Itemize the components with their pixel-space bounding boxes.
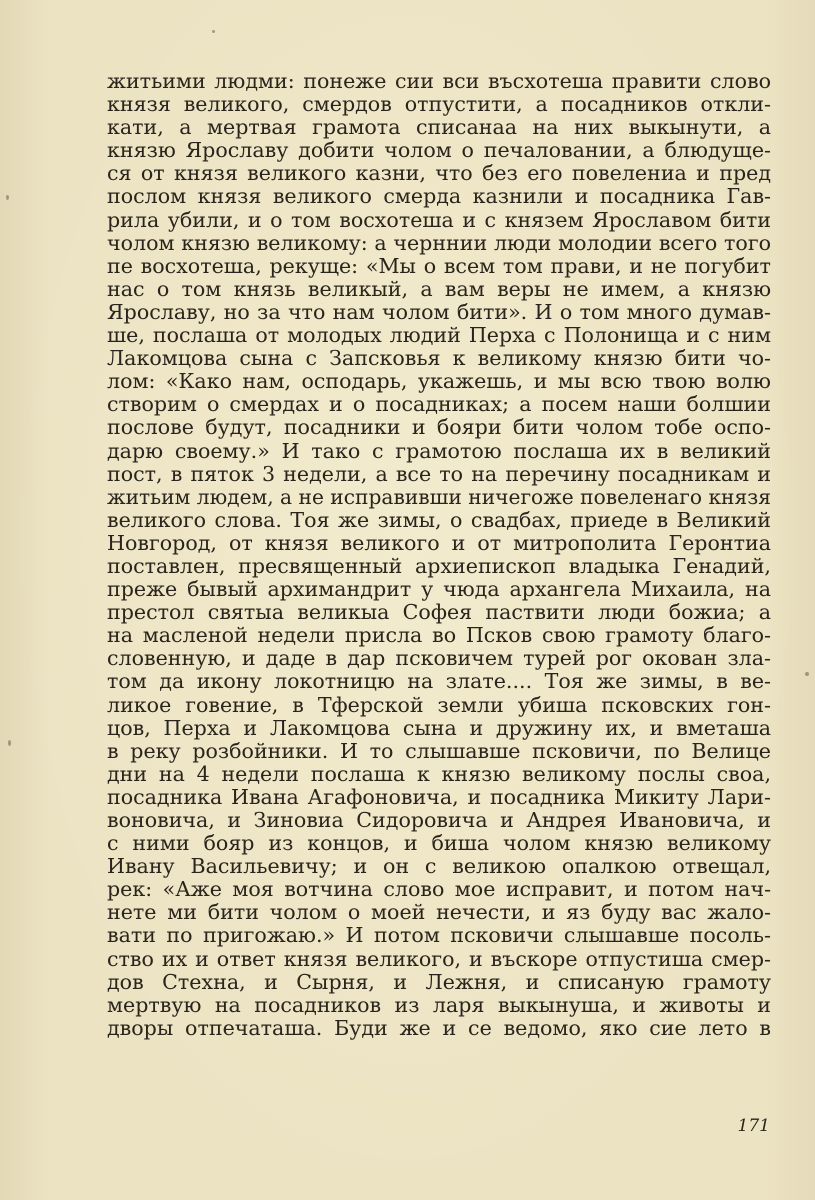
text-line: ся от князя великого казни, что без его повелениа и пред [107,161,772,186]
text-line: Ярославу, но за что нам чолом бити». И о том много думав- [107,299,771,324]
text-line: рек: «Аже моя вотчина слово мое исправит, и потом нач- [107,877,772,902]
text-line: вати по пригожаю.» И потом псковичи слышавше посоль- [107,923,771,948]
text-line: ство их и ответ князя великого, и въскоре отпустиша смер- [107,946,771,971]
text-line: дарю своему.» И тако с грамотою послаша их в великий [107,438,771,463]
text-line: Ивану Васильевичу; и он с великою опалкою отвещал, [107,854,772,879]
text-line: князю Ярославу добити чолом о печаловании, а блюдуще- [107,138,771,163]
text-line: ликое говение, в Тферской земли убиша псковских гон- [107,692,771,717]
text-line: с ними бояр из концов, и биша чолом князю великому [107,831,772,856]
paper-speck [805,672,809,676]
text-line: лом: «Како нам, осподарь, укажешь, и мы всю твою волю [107,369,771,394]
text-line: князя великого, смердов отпустити, а посадников откли- [107,92,771,117]
page-body-text [107,70,771,1040]
text-line: в реку розбойники. И то слышавше псковичи, по Велице [107,738,771,763]
text-line: мертвую на посадников из ларя выкынуша, и животы и [107,992,771,1017]
text-line: пе восхотеша, рекуще: «Мы о всем том прави, и не погубит [107,253,771,278]
text-line: том да икону локотницю на злате.... Тоя же зимы, в ве- [107,669,771,694]
text-line: Лакомцова сына с Запсковья к великому князю бити чо- [107,346,772,371]
text-line: рила убили, и о том восхотеша и с князем Ярославом бити [107,207,771,232]
text-line: великого слова. Тоя же зимы, о свадбах, приеде в Великий [107,507,771,532]
text-line: поставлен, пресвященный архиепископ владыка Генадий, [107,553,771,578]
text-line: пост, в пяток 3 недели, а все то на перечину посадникам и [107,461,772,486]
text-line: створим о смердах и о посадниках; а посем наши болшии [107,392,771,417]
text-line: цов, Перха и Лакомцова сына и дружину их, и вметаша [107,715,772,740]
text-line: чолом князю великому: а черннии люди молодии всего того [107,230,772,255]
text-line: дни на 4 недели послаша к князю великому послы своа, [107,761,771,786]
paper-speck [6,195,9,200]
text-line: Новгород, от князя великого и от митрополита Геронтиа [107,530,772,555]
text-line: дов Стехна, и Сырня, и Лежня, и списаную грамоту [107,969,772,994]
text-line: престол святыа великыа Софея паствити люди божиа; а [107,600,772,625]
paper-speck [8,740,11,746]
text-line: дворы отпечаташа. Буди же и се ведомо, яко сие лето в [107,1015,771,1040]
text-line: житьими людми: понеже сии вси въсхотеша правити слово [107,69,771,93]
text-line: преже бывый архимандрит у чюда архангела Михаила, на [107,577,771,602]
text-line: на масленой недели присла во Псков свою грамоту благо- [107,623,772,648]
text-line: кати, а мертвая грамота списанаа на них выкынути, а [107,115,771,140]
page-number: 171 [737,1116,770,1136]
text-line: житьим людем, а не исправивши ничегоже повеленаго князя [107,484,771,509]
text-line: воновича, и Зиновиа Сидоровича и Андрея Ивановича, и [107,808,772,832]
text-line: послове будут, посадники и бояри бити чолом тобе оспо- [107,415,772,440]
text-line: словенную, и даде в дар псковичем турей рог окован зла- [107,646,772,671]
text-line: нас о том князь великый, а вам веры не имем, а князю [107,276,772,301]
text-line: нете ми бити чолом о моей нечести, и яз буду вас жало- [107,900,771,925]
text-line: посадника Ивана Агафоновича, и посадника Микиту Лари- [107,784,771,809]
paper-speck [212,30,215,33]
text-line: послом князя великого смерда казнили и посадника Гав- [107,184,771,209]
text-line: ше, послаша от молодых людий Перха с Полонища и с ним [107,323,771,348]
